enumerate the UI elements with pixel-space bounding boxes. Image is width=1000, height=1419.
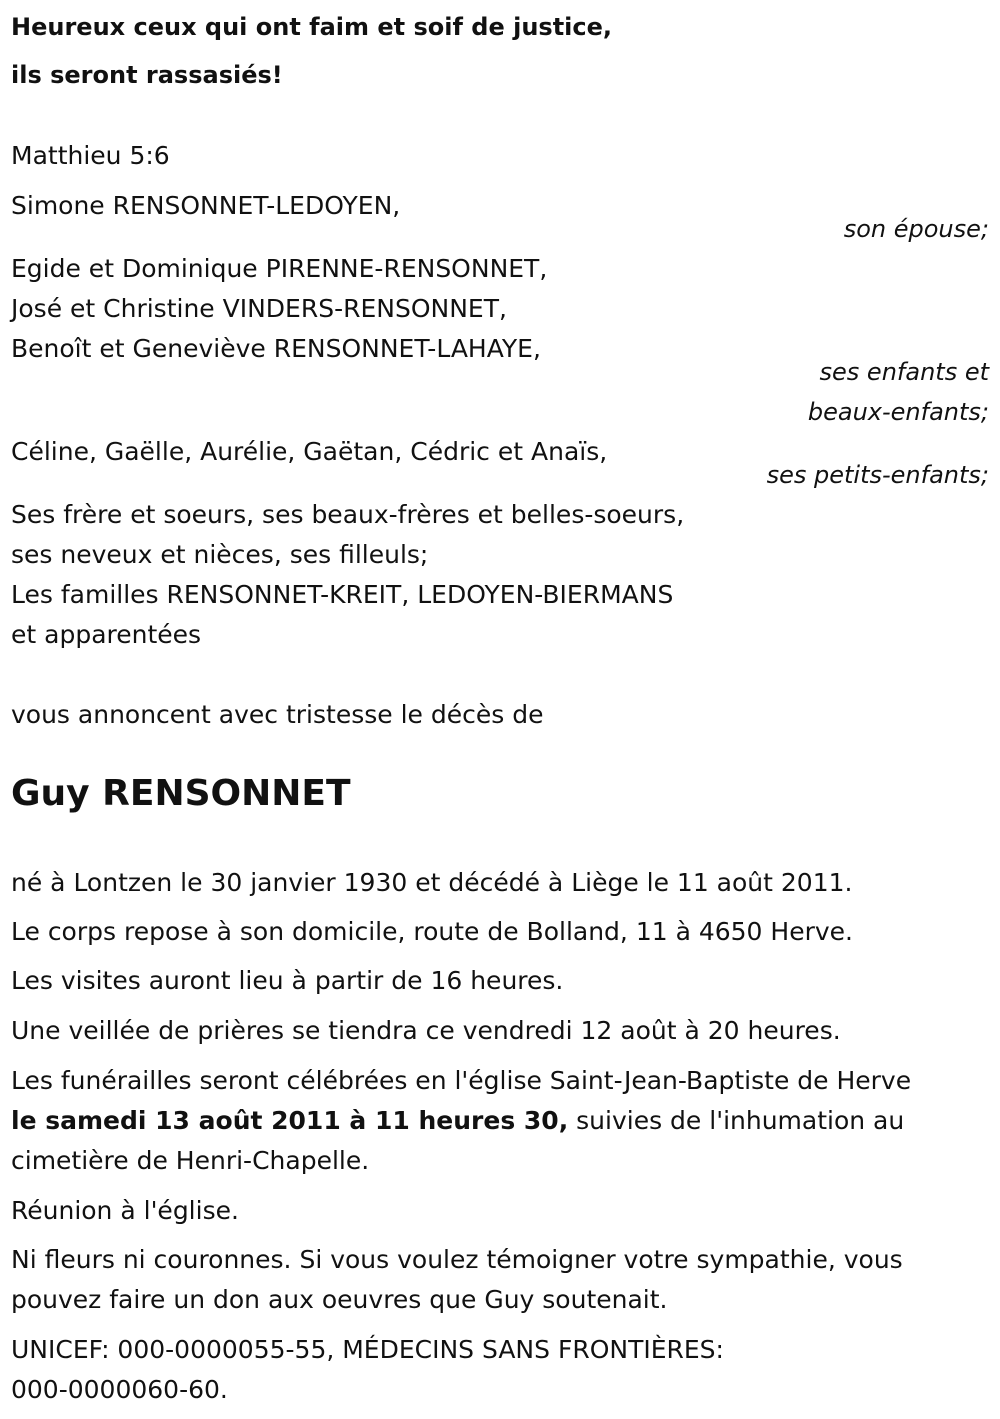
children-role-line-1: ses enfants et	[819, 358, 989, 386]
birth-death: né à Lontzen le 30 janvier 1930 et décédé à Liège le 11 août 2011.	[11, 868, 853, 897]
grandchildren-role: ses petits-enfants;	[766, 461, 989, 489]
verse-line-2: ils seront rassasiés!	[11, 61, 283, 89]
child-line-2: José et Christine VINDERS-RENSONNET,	[11, 294, 507, 323]
grandchildren-names: Céline, Gaëlle, Aurélie, Gaëtan, Cédric et Anaïs,	[11, 437, 608, 466]
verse-reference: Matthieu 5:6	[11, 141, 170, 170]
announcement: vous annoncent avec tristesse le décès de	[11, 700, 544, 729]
children-role-line-2: beaux-enfants;	[807, 398, 989, 426]
meeting: Réunion à l'église.	[11, 1196, 239, 1225]
others-line-3: Les familles RENSONNET-KREIT, LEDOYEN-BIERMANS	[11, 580, 674, 609]
funeral-date: le samedi 13 août 2011 à 11 heures 30,	[11, 1106, 569, 1135]
child-line-3: Benoît et Geneviève RENSONNET-LAHAYE,	[11, 334, 541, 363]
body-location: Le corps repose à son domicile, route de Bolland, 11 à 4650 Herve.	[11, 917, 853, 946]
funeral-line-2	[11, 1108, 904, 1133]
others-line-4: et apparentées	[11, 620, 202, 649]
verse-line-1: Heureux ceux qui ont faim et soif de justice,	[11, 13, 613, 41]
vigil: Une veillée de prières se tiendra ce vendredi 12 août à 20 heures.	[11, 1016, 841, 1045]
accounts-line-1: UNICEF: 000-0000055-55, MÉDECINS SANS FRONTIÈRES:	[11, 1335, 724, 1364]
visits: Les visites auront lieu à partir de 16 heures.	[11, 966, 564, 995]
deceased-name: Guy RENSONNET	[11, 773, 351, 814]
flowers-line-2: pouvez faire un don aux oeuvres que Guy soutenait.	[11, 1285, 668, 1314]
funeral-line-1: Les funérailles seront célébrées en l'église Saint-Jean-Baptiste de Herve	[11, 1066, 912, 1095]
others-line-1: Ses frère et soeurs, ses beaux-frères et belles-soeurs,	[11, 500, 685, 529]
child-line-1: Egide et Dominique PIRENNE-RENSONNET,	[11, 254, 548, 283]
spouse-role: son épouse;	[843, 215, 989, 243]
flowers-line-1: Ni fleurs ni couronnes. Si vous voulez témoigner votre sympathie, vous	[11, 1245, 903, 1274]
spouse-name: Simone RENSONNET-LEDOYEN,	[11, 191, 401, 220]
funeral-line-2-rest: suivies de l'inhumation au	[568, 1106, 905, 1135]
others-line-2: ses neveux et nièces, ses filleuls;	[11, 540, 429, 569]
funeral-line-3: cimetière de Henri-Chapelle.	[11, 1146, 370, 1175]
accounts-line-2: 000-0000060-60.	[11, 1375, 228, 1404]
